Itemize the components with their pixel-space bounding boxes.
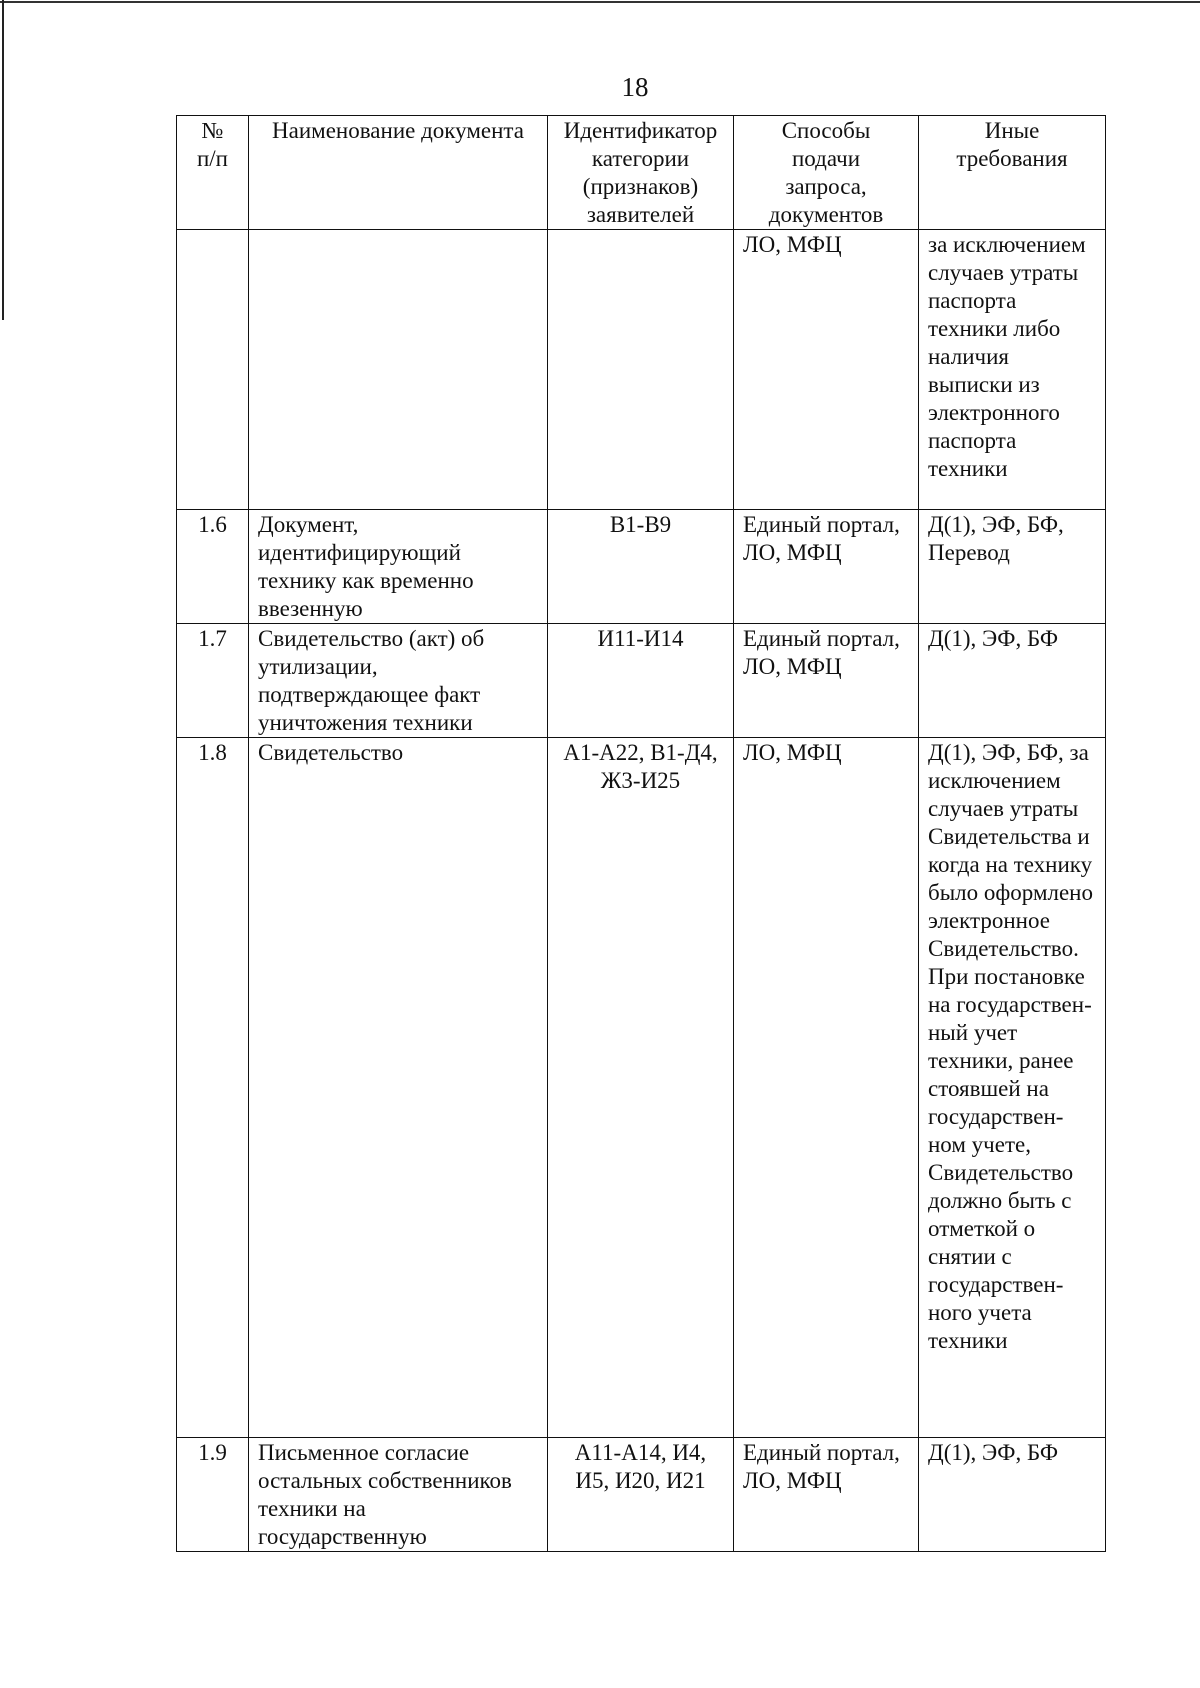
row-other-requirements: Д(1), ЭФ, БФ [919, 1438, 1106, 1552]
header-num-line: п/п [196, 146, 228, 171]
row-identifier: В1-В9 [548, 510, 734, 624]
header-other-requirements [919, 116, 1106, 230]
header-methods-line: запроса, [785, 174, 867, 199]
row-methods: Единый портал, ЛО, МФЦ [734, 1438, 919, 1552]
header-other-line: требования [956, 146, 1068, 171]
header-methods [734, 116, 919, 230]
row-number: 1.8 [177, 738, 249, 1438]
header-ident-line: категории [591, 146, 690, 171]
header-num-line: № [201, 118, 224, 143]
header-identifier [548, 116, 734, 230]
row-methods: Единый портал, ЛО, МФЦ [734, 624, 919, 738]
scan-edge-left [2, 0, 4, 320]
row-methods: ЛО, МФЦ [734, 230, 919, 510]
table-row [177, 510, 1106, 624]
table-header-row [177, 116, 1106, 230]
row-identifier: И11-И14 [548, 624, 734, 738]
header-ident-line: (признаков) [582, 174, 699, 199]
row-number [177, 230, 249, 510]
row-identifier [548, 230, 734, 510]
row-document-name: Документ, идентифицирующий технику как временно ввезенную [249, 510, 548, 624]
row-document-name: Свидетельство [249, 738, 548, 1438]
scan-edge-top [0, 1, 1200, 3]
table-row [177, 1438, 1106, 1552]
header-document-name [249, 116, 548, 230]
row-document-name [249, 230, 548, 510]
table-row [177, 738, 1106, 1438]
row-methods: ЛО, МФЦ [734, 738, 919, 1438]
row-identifier: А11-А14, И4, И5, И20, И21 [548, 1438, 734, 1552]
row-number: 1.6 [177, 510, 249, 624]
header-ident-line: заявителей [586, 202, 695, 227]
row-other-requirements: Д(1), ЭФ, БФ, Перевод [919, 510, 1106, 624]
header-other-line: Иные [984, 118, 1040, 143]
header-name-line: Наименование документа [272, 118, 524, 143]
row-methods: Единый портал, ЛО, МФЦ [734, 510, 919, 624]
header-methods-line: документов [768, 202, 884, 227]
header-num [177, 116, 249, 230]
row-other-requirements: Д(1), ЭФ, БФ [919, 624, 1106, 738]
row-identifier: А1-А22, В1-Д4, Ж3-И25 [548, 738, 734, 1438]
table-row [177, 624, 1106, 738]
header-ident-line: Идентификатор [563, 118, 718, 143]
row-number: 1.9 [177, 1438, 249, 1552]
table-row [177, 230, 1106, 510]
document-table [176, 115, 1106, 1552]
row-other-requirements: за исключением случаев утраты паспорта техники либо наличия выписки из электронного паспорта техники [919, 230, 1106, 510]
row-number: 1.7 [177, 624, 249, 738]
header-methods-line: Способы [781, 118, 871, 143]
page-number: 18 [621, 72, 649, 102]
row-other-requirements: Д(1), ЭФ, БФ, за исключением случаев утраты Свидетельства и когда на технику было оформлено электронное Свидетельство. При постановке на государствен-ный учет техники, ранее стоявшей на государствен-ном учете, Свидетельство должно быть с отметкой о снятии с государствен-ного учета техники [919, 738, 1106, 1438]
header-methods-line: подачи [791, 146, 860, 171]
row-document-name: Свидетельство (акт) об утилизации, подтверждающее факт уничтожения техники [249, 624, 548, 738]
row-document-name: Письменное согласие остальных собственников техники на государственную [249, 1438, 548, 1552]
